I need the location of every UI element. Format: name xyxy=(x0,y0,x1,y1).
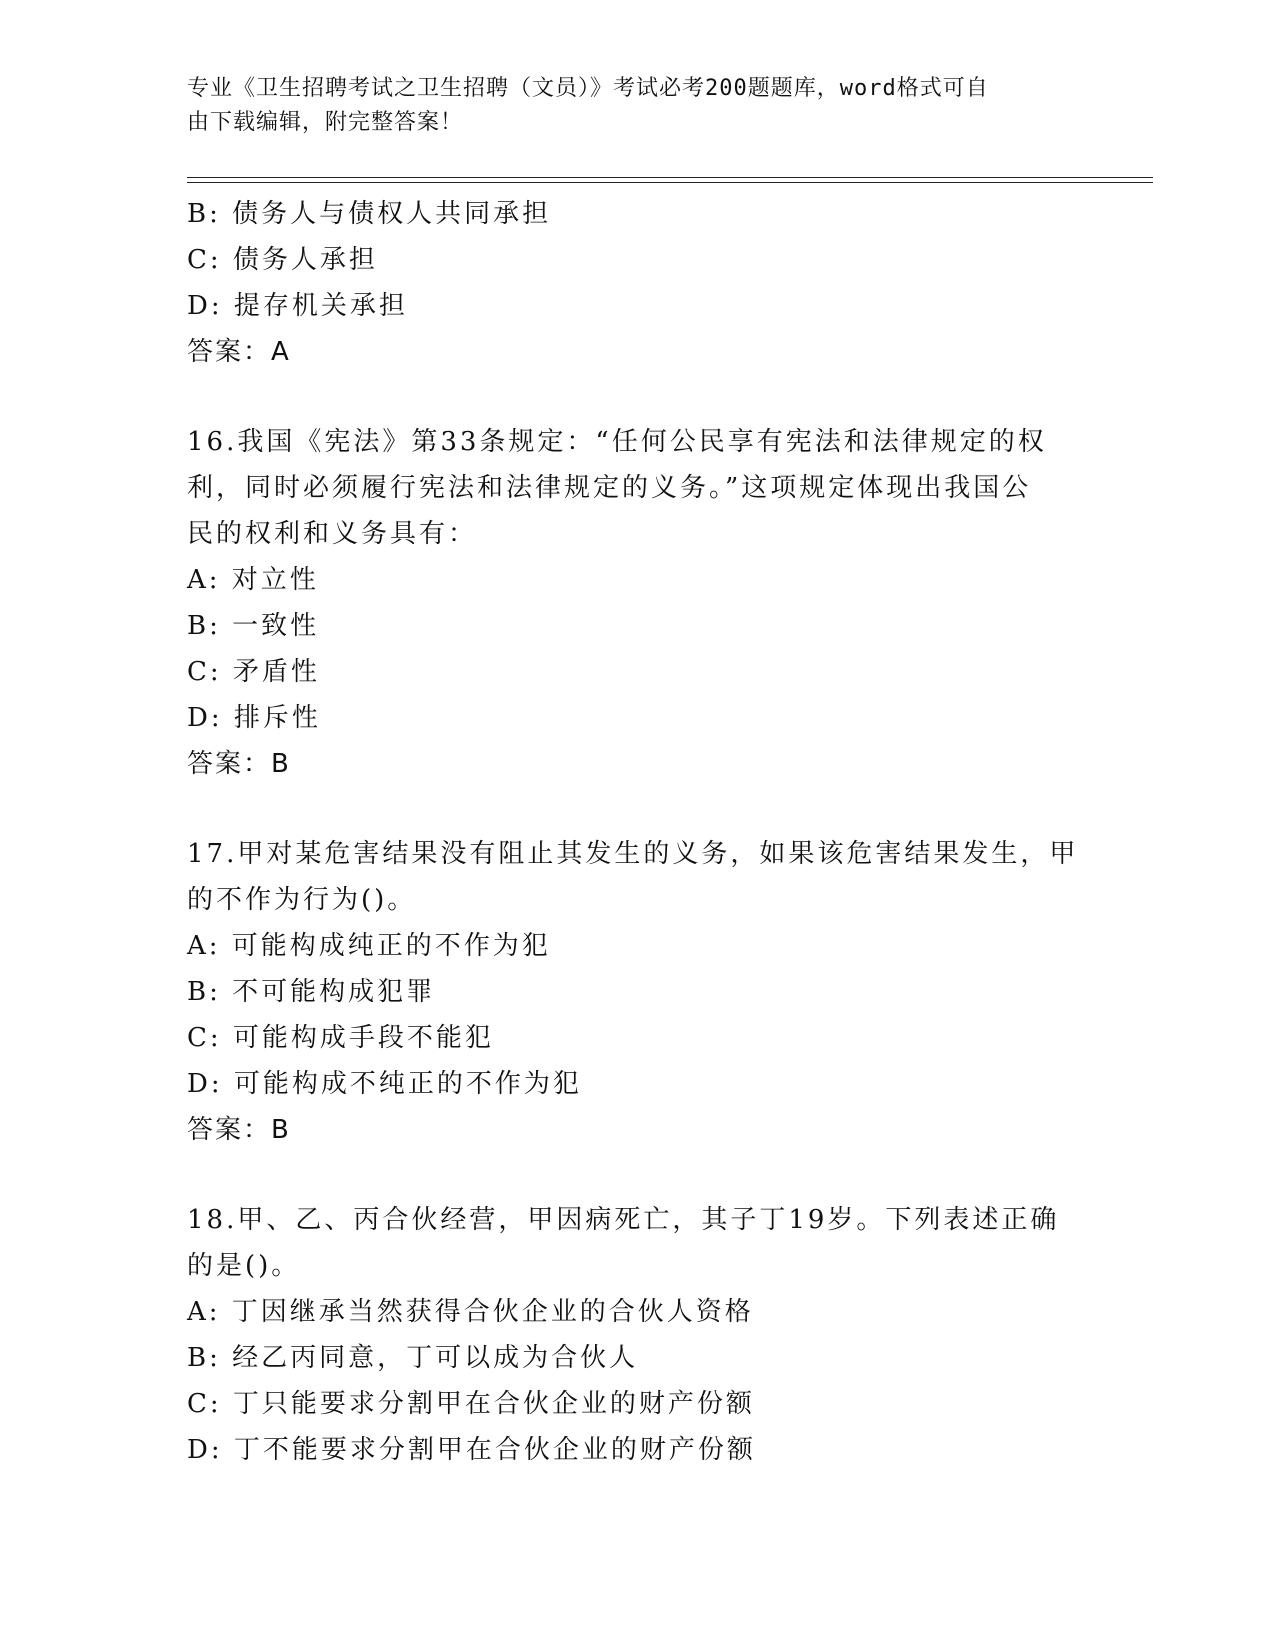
header-rule-bottom xyxy=(187,182,1153,183)
question-gap xyxy=(187,375,1087,419)
question-gap xyxy=(187,1153,1087,1197)
option-a: A: 丁因继承当然获得合伙企业的合伙人资格 xyxy=(187,1297,754,1327)
header-line-1: 专业《卫生招聘考试之卫生招聘（文员）》考试必考200题题库，word格式可自 xyxy=(187,76,989,101)
option-c: C: 债务人承担 xyxy=(187,245,378,275)
question-18 xyxy=(187,1197,1087,1473)
option-b: B: 债务人与债权人共同承担 xyxy=(187,199,552,229)
question-stem-line: 18.甲、乙、丙合伙经营，甲因病死亡，其子丁19岁。下列表述正确 xyxy=(187,1205,1060,1235)
header-line-2: 由下载编辑，附完整答案！ xyxy=(187,110,464,135)
option-d: D: 丁不能要求分割甲在合伙企业的财产份额 xyxy=(187,1435,756,1465)
question-content xyxy=(187,191,1087,1473)
question-gap xyxy=(187,787,1087,831)
question-17 xyxy=(187,831,1087,1153)
option-d: D: 提存机关承担 xyxy=(187,291,408,321)
answer-line: 答案：B xyxy=(187,749,291,779)
option-b: B: 不可能构成犯罪 xyxy=(187,977,436,1007)
option-c: C: 可能构成手段不能犯 xyxy=(187,1023,494,1053)
question-15-tail xyxy=(187,191,1087,375)
answer-line: 答案：A xyxy=(187,337,291,367)
page-header xyxy=(187,72,1067,140)
question-stem-line: 民的权利和义务具有： xyxy=(187,519,478,549)
question-stem-line: 利，同时必须履行宪法和法律规定的义务。”这项规定体现出我国公 xyxy=(187,473,1032,503)
question-stem-line: 17.甲对某危害结果没有阻止其发生的义务，如果该危害结果发生，甲 xyxy=(187,839,1079,869)
option-b: B: 经乙丙同意，丁可以成为合伙人 xyxy=(187,1343,639,1373)
option-c: C: 矛盾性 xyxy=(187,657,320,687)
option-d: D: 排斥性 xyxy=(187,703,321,733)
option-a: A: 可能构成纯正的不作为犯 xyxy=(187,931,551,961)
option-a: A: 对立性 xyxy=(187,565,319,595)
option-b: B: 一致性 xyxy=(187,611,320,641)
header-rule-top xyxy=(187,177,1153,178)
option-d: D: 可能构成不纯正的不作为犯 xyxy=(187,1069,582,1099)
question-stem-line: 的不作为行为()。 xyxy=(187,885,417,915)
option-c: C: 丁只能要求分割甲在合伙企业的财产份额 xyxy=(187,1389,755,1419)
question-16 xyxy=(187,419,1087,787)
question-stem-line: 的是()。 xyxy=(187,1251,301,1281)
question-stem-line: 16.我国《宪法》第33条规定：“任何公民享有宪法和法律规定的权 xyxy=(187,427,1047,457)
answer-line: 答案：B xyxy=(187,1115,291,1145)
